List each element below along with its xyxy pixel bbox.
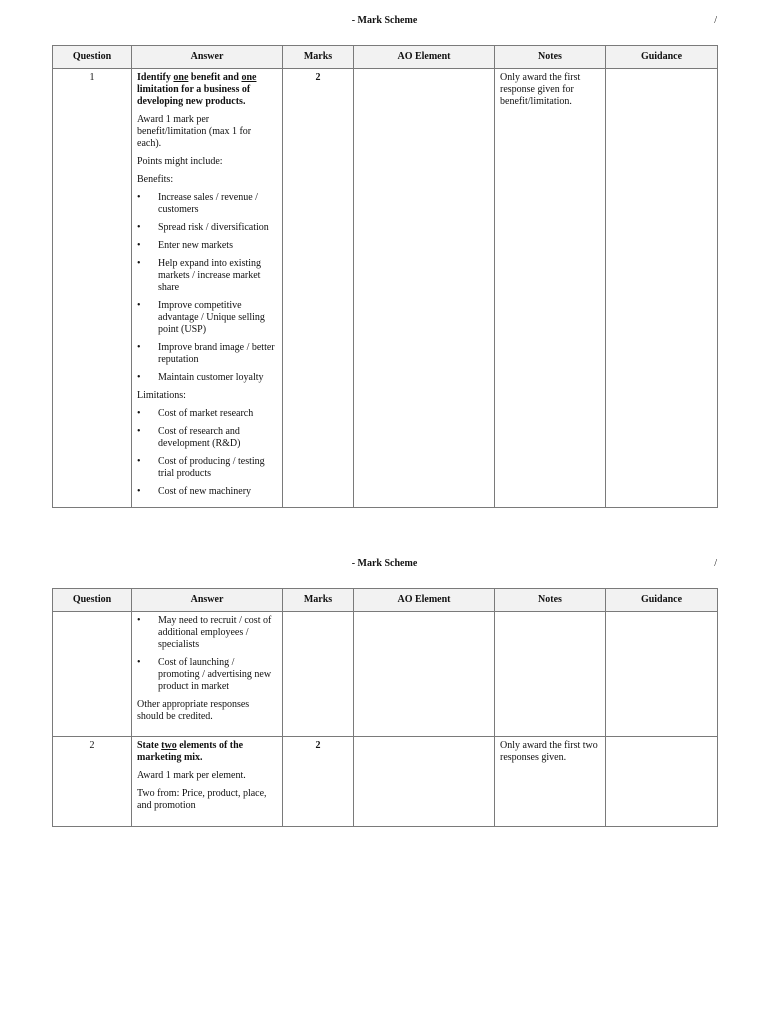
table-header-row bbox=[53, 589, 718, 612]
marks-value bbox=[283, 612, 354, 737]
question-number bbox=[53, 612, 132, 737]
list-item: • Cost of market research bbox=[137, 408, 254, 419]
question-prompt: State two elements of the marketing mix. bbox=[137, 740, 244, 763]
limitations-list bbox=[137, 408, 277, 498]
answer-cell bbox=[132, 612, 283, 737]
ao-element-cell bbox=[354, 737, 495, 827]
guidance-cell bbox=[606, 737, 718, 827]
col-header-question: Question bbox=[53, 46, 132, 69]
list-item: • Cost of producing / testing trial products bbox=[137, 456, 265, 479]
bullet-icon: • bbox=[137, 426, 141, 437]
other-responses-text: Other appropriate responses should be credited. bbox=[137, 699, 250, 722]
list-item: • Spread risk / diversification bbox=[137, 222, 269, 233]
page-header-1 bbox=[52, 15, 717, 29]
mark-scheme-table-2 bbox=[52, 588, 718, 827]
col-header-ao-element: AO Element bbox=[354, 46, 495, 69]
benefits-label: Benefits: bbox=[137, 174, 174, 185]
marks-value: 2 bbox=[283, 737, 354, 827]
answer-cell bbox=[132, 69, 283, 508]
notes-text: Only award the first response given for benefit/limitation. bbox=[500, 72, 581, 107]
question-number: 1 bbox=[53, 69, 132, 508]
ao-element-cell bbox=[354, 612, 495, 737]
award-text: Award 1 mark per element. bbox=[137, 770, 246, 781]
limitations-label: Limitations: bbox=[137, 390, 186, 401]
col-header-guidance: Guidance bbox=[606, 46, 718, 69]
guidance-cell bbox=[606, 69, 718, 508]
answer-cell bbox=[132, 737, 283, 827]
notes-cell bbox=[495, 737, 606, 827]
list-item: • Cost of new machinery bbox=[137, 486, 252, 497]
col-header-marks: Marks bbox=[283, 46, 354, 69]
list-item: • Maintain customer loyalty bbox=[137, 372, 264, 383]
ao-element-cell bbox=[354, 69, 495, 508]
bullet-icon: • bbox=[137, 456, 141, 467]
col-header-notes: Notes bbox=[495, 46, 606, 69]
list-item: • Improve brand image / better reputation bbox=[137, 342, 275, 365]
table-row bbox=[53, 69, 718, 508]
page-title: - Mark Scheme bbox=[351, 558, 418, 569]
bullet-icon: • bbox=[137, 240, 141, 251]
bullet-icon: • bbox=[137, 258, 141, 269]
list-item: • Help expand into existing markets / increase market share bbox=[137, 258, 262, 293]
question-prompt: Identify one benefit and one limitation for a business of developing new products. bbox=[137, 72, 257, 107]
bullet-icon: • bbox=[137, 300, 141, 311]
bullet-icon: • bbox=[137, 486, 141, 497]
col-header-ao-element: AO Element bbox=[354, 589, 495, 612]
page-number-slash: / bbox=[714, 15, 717, 26]
marks-value: 2 bbox=[283, 69, 354, 508]
table-header-row bbox=[53, 46, 718, 69]
col-header-answer: Answer bbox=[132, 589, 283, 612]
col-header-question: Question bbox=[53, 589, 132, 612]
col-header-answer: Answer bbox=[132, 46, 283, 69]
bullet-icon: • bbox=[137, 372, 141, 383]
list-item: • Cost of launching / promoting / advertising new product in market bbox=[137, 657, 272, 692]
two-from-text: Two from: Price, product, place, and promotion bbox=[137, 788, 267, 811]
list-item: • Increase sales / revenue / customers bbox=[137, 192, 258, 215]
bullet-icon: • bbox=[137, 657, 141, 668]
bullet-icon: • bbox=[137, 615, 141, 626]
bullet-icon: • bbox=[137, 222, 141, 233]
table-row bbox=[53, 612, 718, 737]
col-header-notes: Notes bbox=[495, 589, 606, 612]
notes-text: Only award the first two responses given. bbox=[500, 740, 598, 763]
mark-scheme-table-1 bbox=[52, 45, 718, 508]
notes-cell bbox=[495, 69, 606, 508]
bullet-icon: • bbox=[137, 408, 141, 419]
points-intro: Points might include: bbox=[137, 156, 223, 167]
page-number-slash: / bbox=[714, 558, 717, 569]
list-item: • May need to recruit / cost of additional employees / specialists bbox=[137, 615, 272, 650]
list-item: • Enter new markets bbox=[137, 240, 233, 251]
notes-cell bbox=[495, 612, 606, 737]
page-header-2 bbox=[52, 558, 717, 572]
bullet-icon: • bbox=[137, 342, 141, 353]
guidance-cell bbox=[606, 612, 718, 737]
limitations-list-continued bbox=[137, 615, 277, 693]
col-header-guidance: Guidance bbox=[606, 589, 718, 612]
question-number: 2 bbox=[53, 737, 132, 827]
list-item: • Cost of research and development (R&D) bbox=[137, 426, 241, 449]
col-header-marks: Marks bbox=[283, 589, 354, 612]
award-text: Award 1 mark per benefit/limitation (max 1 for each). bbox=[137, 114, 252, 149]
table-row bbox=[53, 737, 718, 827]
page-title: - Mark Scheme bbox=[351, 15, 418, 26]
list-item: • Improve competitive advantage / Unique selling point (USP) bbox=[137, 300, 265, 335]
benefits-list bbox=[137, 192, 277, 384]
bullet-icon: • bbox=[137, 192, 141, 203]
